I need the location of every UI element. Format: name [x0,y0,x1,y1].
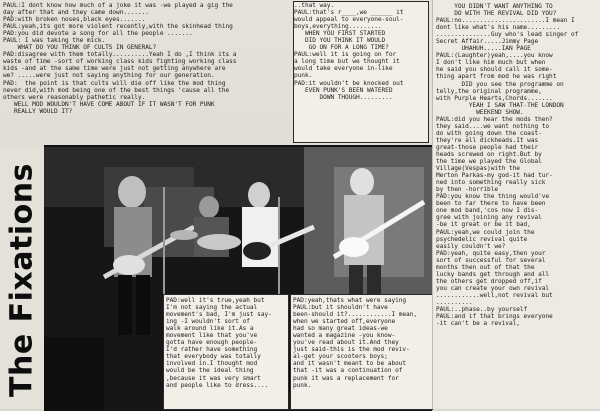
band-title: The Fixations [4,162,40,397]
interview-column-3-text: YOU DIDN'T WANT ANYTHING TO DO WITH THE REVIVAL DID YOU? PAUL:no.......................I mean I dont like what's his name......... ...............Guy who's lead singer of Secret Affair.....Jimmy Page UHAHUH.....IAN PAGE PAUL:(Laughter)yeah,....you know I don't like him much but when he said you should call it some- thing apart from mod he was right DID you see the programme on telly,the original programme, with Purple Hearts,Chords....... YEAH I SAW THAT-THE LONDON WEEKEND SHOW. PAUL:did you hear the mods then? they said....we want nothing to do with going down the coast- they're all dickheads.It was great-those people had their heads screwed on right.But by the time we played the Global Village(Vespas)with the Merton Parkas-my god-it had tur- ned into something really sick by then -horrible PAD:you know the thing would've been to far there to have been one mod band,'cos now I dis- gree with joining any revival -be it great or be it bad, PAUL:yeah,we could join the psychedelic revival quite easily couldn't we? PAD:yeah, quite easy,then your sort of successful for several months then out of that the lucky bands get through and all the others get dropped off,if you can create your own revival ............well,not revival but .......... PAUL:..phase..by yourself PAUL:and if that brings everyone -it can't be a revival, [436,3,579,328]
caption-box-2 [291,295,432,409]
interview-column-1-top: PAUL:I dont know how much of a joke it was -we played a gig the day after that and they came down....... PAD:with broken noses,black eyes....... PAUL:yeah,its got more violent recently,with the skinhead thing PAD:you did devote a song for all the people ....... PAUL: I was taking the mick. WHAT DO YOU THINK OF CULTS IN GENERAL? PAD:disagree with them totally..........Yeah I do ,I think its a waste of time -sort of working class kids fighting working class kids -and at the same time were just not getting anywhere are we? .....were just not saying anything for our generation. PAD: the point is that cults will die off like the mod thing never did,with mod being one of the best things 'cause all the others were reasonably pathetic really. WELL MOD WOULDN'T HAVE COME ABOUT IF IT WASN'T FOR PUNK REALLY WOULD IT? [3,2,237,115]
caption-text-2: PAD:yeah,thats what were saying PAUL:but it shouldn't have been-should it?............I mean, when we started off,everyone had so many great ideas-we wanted a magazine -you know- you've read about it.And they just said-this is the mod reviv- al-get your scooters boys; and it wasn't meant to be about that -it was a continuation of punk it was a replacement for punk. [293,297,417,389]
interview-column-2-top: ..that way. PAUL:that's r____,we ______ it would appeal to everyone-soul- boys,everything......... WHEN YOU FIRST STARTED DID YOU THINK IT WOULD GO ON FOR A LONG TIME? PAUL:well it is going on for a long time but we thought it would take everyone in-like punk. PAD:it wouldn't be knocked out EVEN PUNK'S BEEN WATERED DOWN THOUGH......... [294,2,428,142]
interview-column-3 [432,0,600,409]
caption-box-1 [164,295,288,409]
caption-text-1: PAD:well it's true,yeah but I'm not saying the actual movement's bad, I'm just say- ing -I wouldn't sort of walk around like it.As a movement like that you've gotta have enough people- I'd rather have something that everybody was totally involved in.I thought mod would be the ideal thing ,because it was very smart and people like to dress.... [166,297,272,389]
band-title-vertical [0,150,44,409]
